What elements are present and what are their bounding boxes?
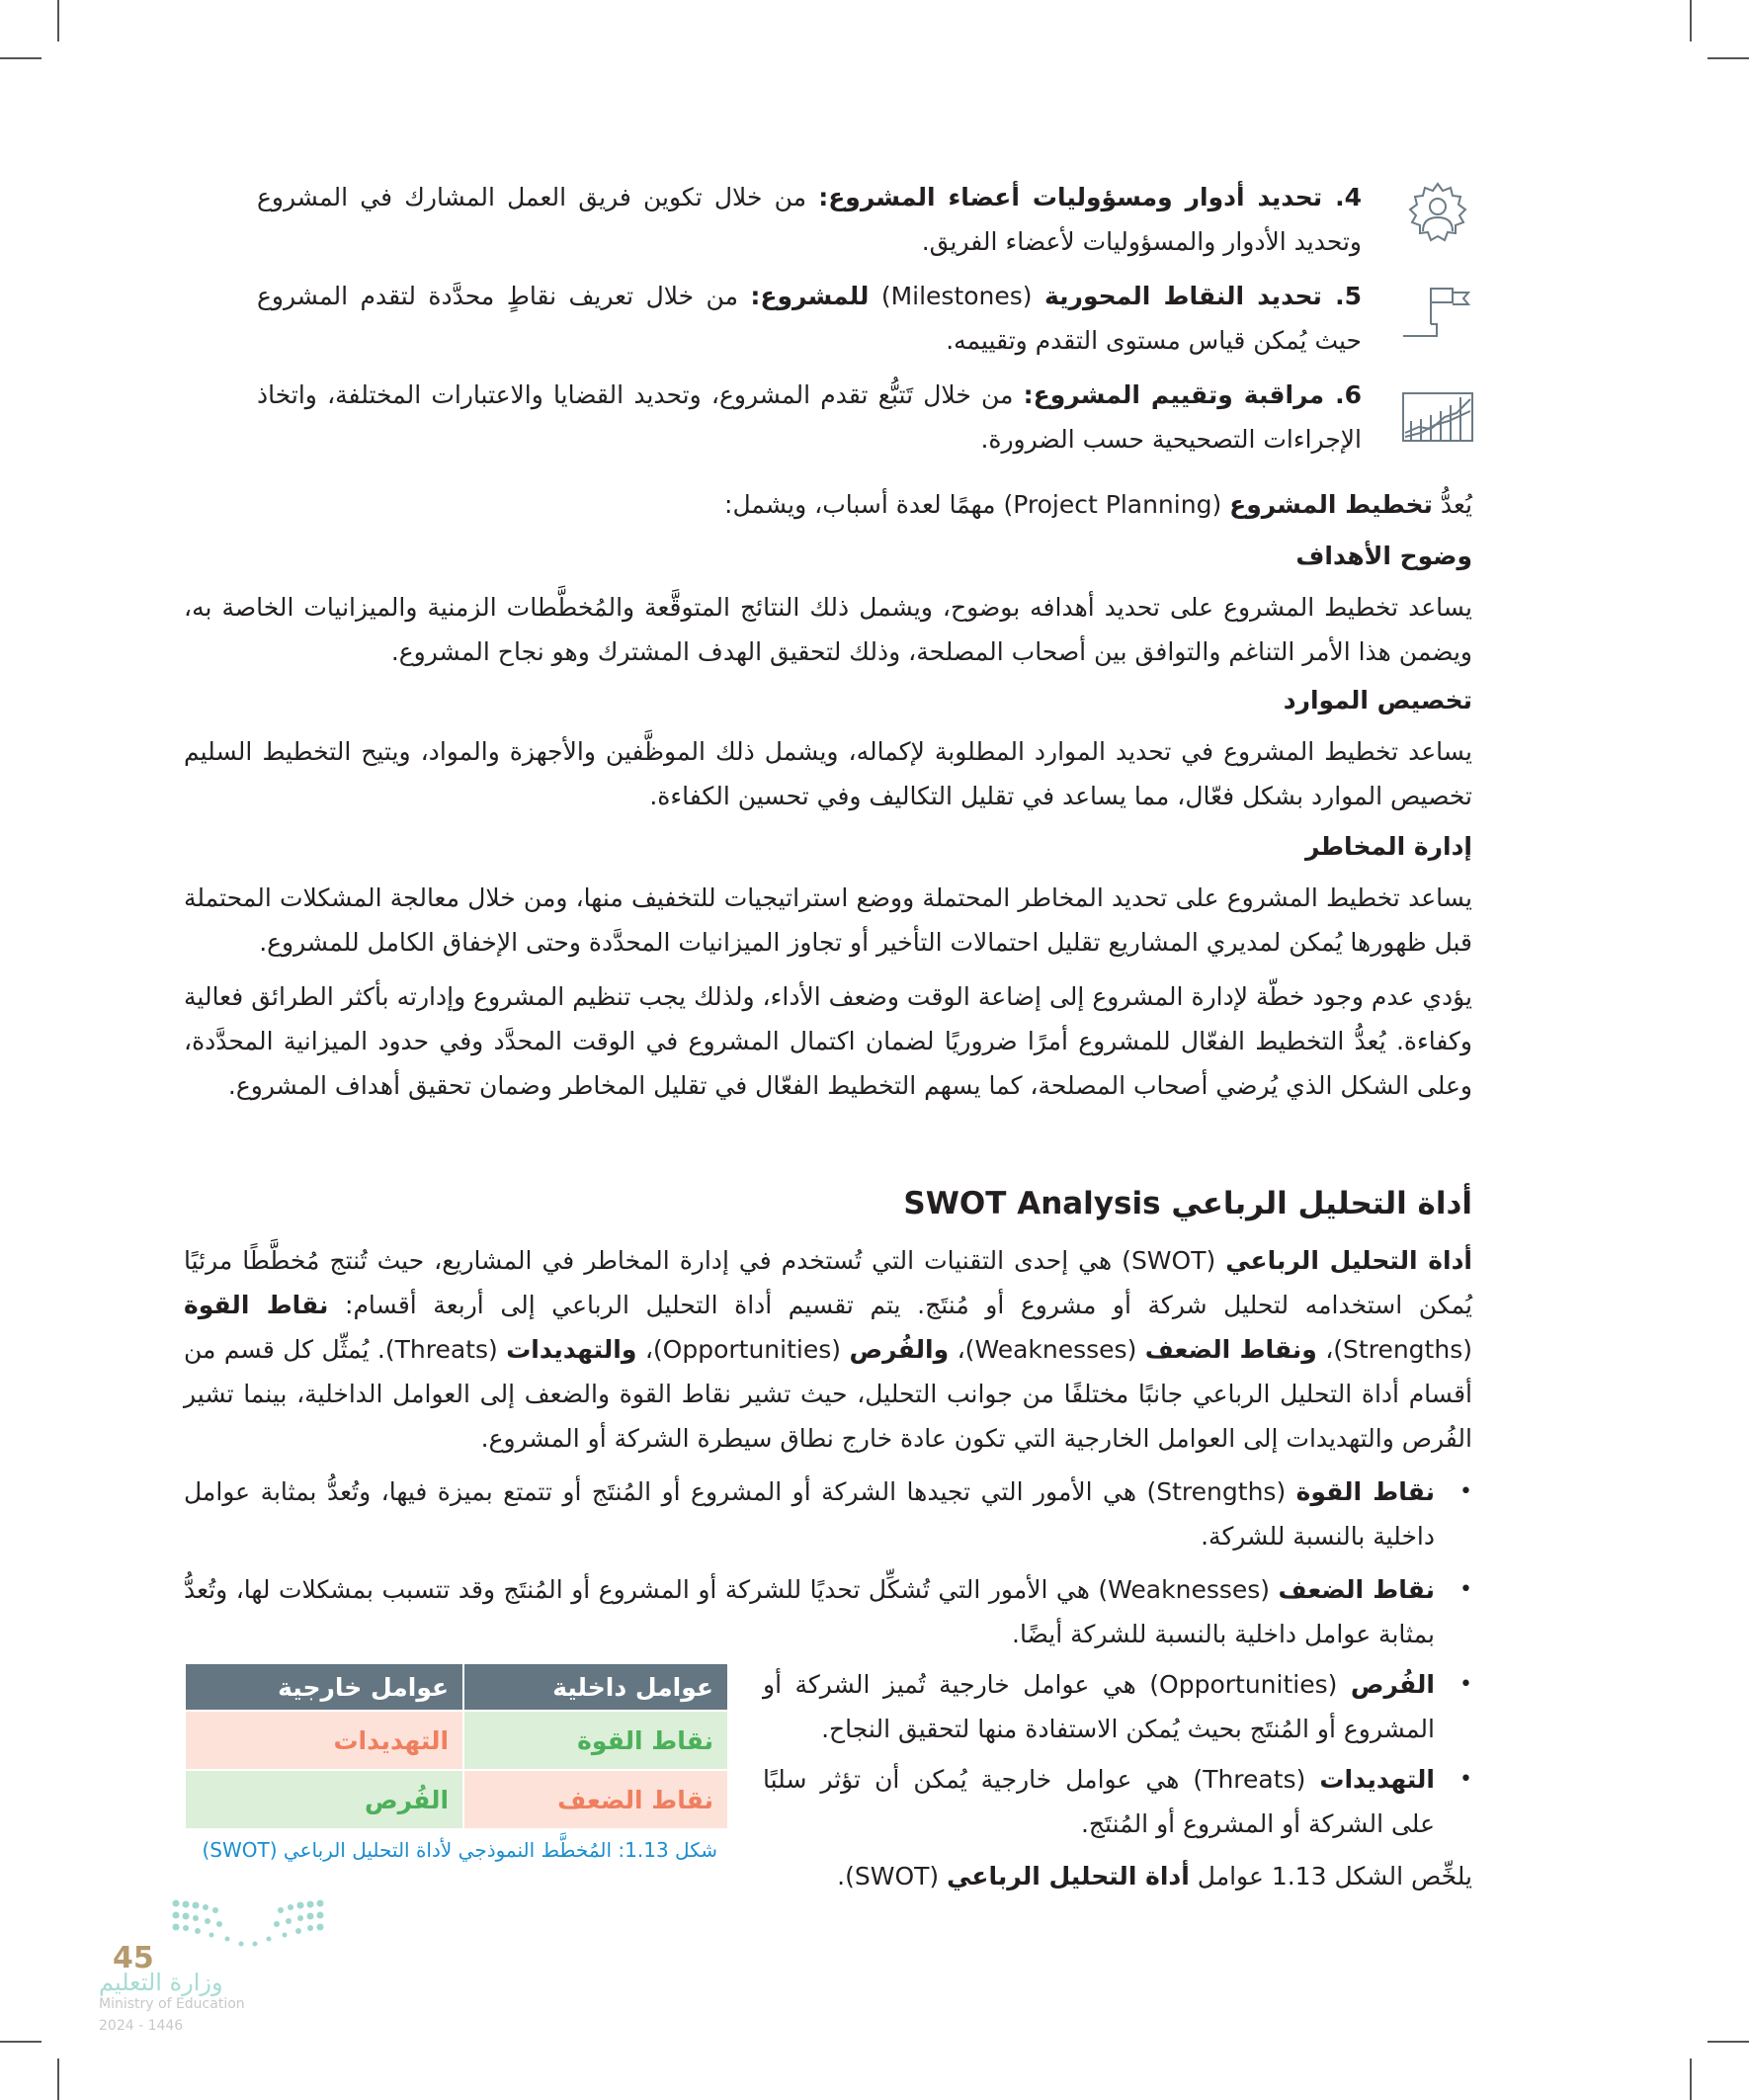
text-bold: والفُرص xyxy=(849,1335,950,1364)
text-bold: والتهديدات xyxy=(506,1335,637,1364)
item-title: 6. مراقبة وتقييم المشروع: xyxy=(1023,380,1363,409)
section-heading: إدارة المخاطر xyxy=(1304,832,1472,861)
text: يلخِّص الشكل 1.13 عوامل xyxy=(1189,1862,1472,1890)
item-text: من خلال تكوين فريق العمل المشارك في المشروع وتحديد الأدوار والمسؤوليات لأعضاء الفريق. xyxy=(257,183,1362,256)
text-bold: أداة التحليل الرباعي xyxy=(947,1862,1190,1890)
milestone-flag-icon xyxy=(1401,285,1472,348)
crop-mark xyxy=(1690,2058,1692,2100)
text-bold: التهديدات xyxy=(1319,1765,1435,1794)
text-bold: تخطيط المشروع xyxy=(1229,490,1433,519)
gear-person-icon xyxy=(1403,180,1472,249)
intro-paragraph xyxy=(184,482,1472,527)
section-paragraph: يساعد تخطيط المشروع على تحديد أهدافه بوضوح، ويشمل ذلك النتائج المتوقَّعة والمُخطَّطات الزمنية والميزانيات الخاصة به، ويضمن هذا الأمر التناغم والتوافق بين أصحاب المصلحة، وذلك لتحقيق الهدف المشترك وهو نجاح المشروع. xyxy=(184,593,1472,666)
crop-mark xyxy=(1707,2041,1749,2043)
text: (Strengths) هي الأمور التي تجيدها الشركة أو المشروع أو المُنتَج أو تتمتع بميزة فيها، وتُعدُّ بمثابة عوامل داخلية بالنسبة للشركة. xyxy=(184,1477,1435,1551)
bullet-icon: • xyxy=(1459,1767,1472,1792)
bullet-icon: • xyxy=(1459,1479,1472,1504)
swot-title: أداة التحليل الرباعي SWOT Analysis xyxy=(903,1186,1472,1221)
text: (Opportunities) هي عوامل خارجية تُميز الشركة أو المشروع أو المُنتَج بحيث يُمكن الاستفادة منها لتحقيق النجاح. xyxy=(763,1670,1435,1743)
text-bold: نقاط القوة xyxy=(1295,1477,1435,1506)
header-external: عوامل خارجية xyxy=(185,1663,463,1711)
item-title: 4. تحديد أدوار ومسؤوليات أعضاء المشروع: xyxy=(818,183,1362,211)
bullet-strengths xyxy=(184,1470,1472,1558)
text: (Weaknesses)، xyxy=(949,1335,1145,1364)
text: (Threats). يُمثِّل كل قسم من أقسام أداة التحليل الرباعي جانبًا مختلفًا من جوانب التحليل، حيث تشير نقاط القوة والضعف إلى العوامل الداخلية، بينما تشير الفُرص والتهديدات إلى العوامل الخارجية التي تكون عادة خارج نطاق سيطرة الشركة أو المشروع. xyxy=(184,1335,1472,1453)
list-item-monitoring xyxy=(257,373,1362,462)
cell-threats: التهديدات xyxy=(185,1711,463,1770)
item-text: من خلال تَتبُّع تقدم المشروع، وتحديد القضايا والاعتبارات المختلفة، واتخاذ الإجراءات التصحيحية حسب الضرورة. xyxy=(257,380,1362,454)
section-heading: تخصيص الموارد xyxy=(1283,686,1472,714)
bullet-opportunities xyxy=(763,1662,1472,1751)
bullet-threats xyxy=(763,1757,1472,1846)
cell-strengths: نقاط القوة xyxy=(463,1711,728,1770)
section-heading: وضوح الأهداف xyxy=(1295,542,1472,570)
ministry-logo-dots-icon xyxy=(172,1899,324,1949)
list-item-roles xyxy=(257,175,1362,264)
swot-paragraph xyxy=(184,1238,1472,1461)
summary-line xyxy=(763,1854,1472,1898)
crop-mark xyxy=(0,2041,42,2043)
cell-opportunities: الفُرص xyxy=(185,1770,463,1829)
bullet-icon: • xyxy=(1459,1577,1472,1602)
bullet-weaknesses xyxy=(184,1567,1472,1656)
text: (Strengths)، xyxy=(1316,1335,1472,1364)
closing-paragraph: يؤدي عدم وجود خطّة لإدارة المشروع إلى إضاعة الوقت وضعف الأداء، ولذلك يجب تنظيم المشروع وإدارته بأكثر الطرائق فعالية وكفاءة. يُعدُّ التخطيط الفعّال للمشروع أمرًا ضروريًا لضمان اكتمال المشروع في الوقت المحدَّد وفي حدود الميزانية المحدَّدة، وعلى الشكل الذي يُرضي أصحاب المصلحة، كما يسهم التخطيط الفعّال في تقليل المخاطر وضمان تحقيق أهداف المشروع. xyxy=(184,982,1472,1100)
section-paragraph: يساعد تخطيط المشروع في تحديد الموارد المطلوبة لإكماله، ويشمل ذلك الموظَّفين والأجهزة والمواد، ويتيح التخطيط السليم تخصيص الموارد بشكل فعّال، مما يساعد في تقليل التكاليف وفي تحسين الكفاءة. xyxy=(184,737,1472,810)
text-bold: نقاط القوة xyxy=(184,1291,329,1319)
text: (Opportunities)، xyxy=(636,1335,850,1364)
crop-mark xyxy=(1690,0,1692,42)
item-text: (Milestones) xyxy=(869,282,1044,310)
text: (SWOT) هي إحدى التقنيات التي تُستخدم في إدارة المخاطر في المشاريع، حيث تُنتج مُخطَّطًا مرئيًا يُمكن استخدامه لتحليل شركة أو مشروع أو مُنتَج. يتم تقسيم أداة التحليل الرباعي إلى أربعة أقسام: xyxy=(184,1246,1472,1319)
crop-mark xyxy=(57,2058,59,2100)
list-item-milestones xyxy=(257,274,1362,363)
crop-mark xyxy=(0,57,42,59)
swot-table xyxy=(184,1662,729,1830)
header-internal: عوامل داخلية xyxy=(463,1663,728,1711)
crop-mark xyxy=(1707,57,1749,59)
item-text: من خلال تعريف نقاطٍ محدَّدة لتقدم المشروع حيث يُمكن قياس مستوى التقدم وتقييمه. xyxy=(257,282,1362,355)
page-number: 45 xyxy=(113,1941,154,1975)
text: (SWOT). xyxy=(837,1862,948,1890)
chart-monitoring-icon xyxy=(1401,391,1474,443)
text: (Weaknesses) هي الأمور التي تُشكِّل تحديًا للشركة أو المشروع أو المُنتَج وقد تتسبب بمشكلات لها، وتُعدُّ بمثابة عوامل داخلية بالنسبة للشركة أيضًا. xyxy=(184,1575,1435,1648)
text-bold: الفُرص xyxy=(1350,1670,1435,1699)
text-bold: أداة التحليل الرباعي xyxy=(1225,1246,1473,1275)
text: يُعدُّ xyxy=(1432,490,1472,519)
academic-year: 2024 - 1446 xyxy=(99,2018,184,2034)
text: (Project Planning) مهمًا لعدة أسباب، ويشمل: xyxy=(724,490,1230,519)
text-bold: نقاط الضعف xyxy=(1278,1575,1435,1604)
item-title: 5. تحديد النقاط المحورية xyxy=(1044,282,1363,310)
text: (Threats) هي عوامل خارجية يُمكن أن تؤثر سلبًا على الشركة أو المشروع أو المُنتَج. xyxy=(763,1765,1435,1838)
text-bold: ونقاط الضعف xyxy=(1144,1335,1317,1364)
cell-weaknesses: نقاط الضعف xyxy=(463,1770,728,1829)
ministry-name-ar: وزارة التعليم xyxy=(99,1969,223,1996)
section-paragraph: يساعد تخطيط المشروع على تحديد المخاطر المحتملة ووضع استراتيجيات للتخفيف منها، ومن خلال معالجة المشكلات المحتملة قبل ظهورها يُمكن لمديري المشاريع تقليل احتمالات التأخير أو تجاوز الميزانيات المحدَّدة وحتى الإخفاق الكامل للمشروع. xyxy=(184,883,1472,957)
ministry-name-en: Ministry of Education xyxy=(99,1996,245,2012)
crop-mark xyxy=(57,0,59,42)
figure-caption: شكل 1.13: المُخطَّط النموذجي لأداة التحليل الرباعي (SWOT) xyxy=(202,1838,717,1862)
item-title: للمشروع: xyxy=(750,282,870,310)
bullet-icon: • xyxy=(1459,1672,1472,1697)
